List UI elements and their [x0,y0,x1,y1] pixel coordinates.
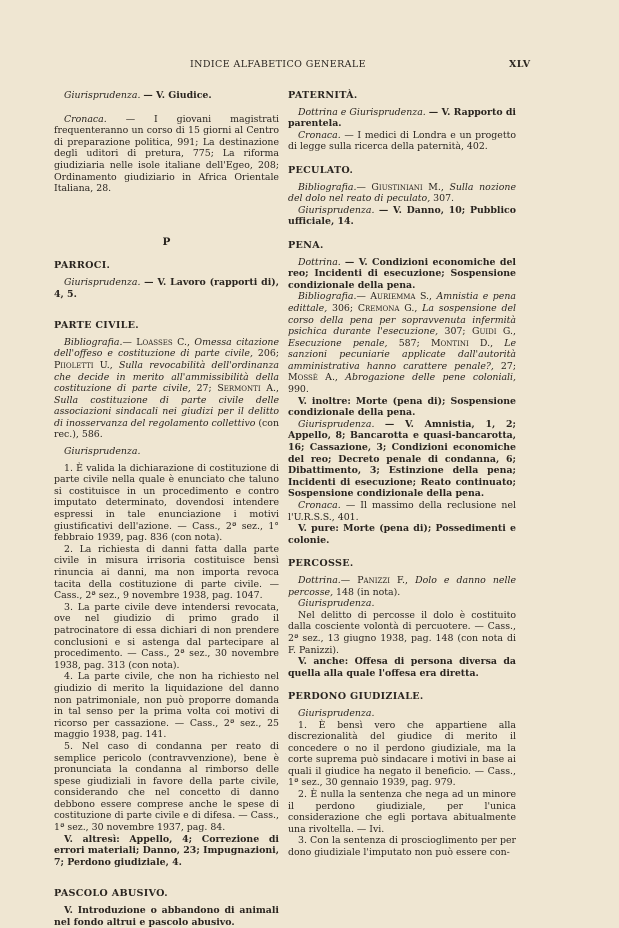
perdono-giur-label: Giurisprudenza. [298,707,375,719]
parte-civile-item: 1. È valida la dichiarazione di costituzione di parte civile nella quale è enunciato che taluno si costituisce in un procedimento e contro imputato determinato, dovendosi intendere espressi in tale enunciazione i motivi giustificativi dell'azione. — Cass., 2ª sez., 1° febbraio 1939, pag. 836 (con nota). [54,462,279,544]
percosse-dottrina: Dottrina.— Panizzi F., Dolo e danno nelle percosse, 148 (in nota). [288,574,516,598]
percosse-giur-text: Nel delitto di percosse il dolo è costituito dalla cosciente volontà di percuotere. — Cass., 2ª sez., 13 giugno 1938, pag. 148 (con nota di F. Panizzi). [288,609,516,656]
left-column [54,90,279,928]
pena-bibliography: Bibliografia.— Auriemma S., Amnistia e pena edittale, 306; Cremona G., La sospensione del corso della pena per sopravvenuta infermità psichica durante l'esecuzione, 307; Guidi G., Esecuzione penale, 587; Montini D., Le sanzioni pecuniarie applicate dall'autorità amministrativa hanno carattere penale?, 27; Mossè A., Abrogazione delle pene coloniali, 990. [288,291,517,396]
heading-pascolo-abusivo: PASCOLO ABUSIVO. [54,888,168,900]
right-column [288,90,516,859]
pena-dottrina: Dottrina. — V. Condizioni economiche del reo; Incidenti di esecuzione; Sospensione condizionale della pena. [288,256,516,291]
section-letter: P [162,235,171,248]
heading-pena: PENA. [288,239,324,251]
peculato-bibliography: Bibliografia.— Giustiniani M., Sulla nozione del dolo nel reato di peculato, 307. [288,181,516,205]
heading-parte-civile: PARTE CIVILE. [54,320,139,332]
parroci-entry: Giurisprudenza. — V. Lavoro (rapporti di), 4, 5. [54,276,279,300]
cronaca-entry: Cronaca. — I giovani magistrati frequenteranno un corso di 15 giorni al Centro di preparazione politica, 991; La destinazione degli uditori di pretura, 775; La riforma giudiziaria nelle isole italiane dell'Egeo, 208; Ordinamento giudiziario in Africa Orientale Italiana, 28. [54,113,280,195]
parte-civile-altresi: V. altresì: Appello, 4; Correzione di errori materiali; Danno, 23; Impugnazioni, 7; Perdono giudiziale, 4. [54,833,279,868]
parte-civile-item: 4. La parte civile, che non ha richiesto nel giudizio di merito la liquidazione del danno non patrimoniale, non può proporre domanda in tal senso per la prima volta coi motivi di ricorso per cassazione. — Cass., 2ª sez., 25 maggio 1938, pag. 141. [54,671,279,741]
parte-civile-item: 2. La richiesta di danni fatta dalla parte civile in misura irrisoria costituisce bensì rinuncia ai danni, ma non importa revoca tacita della costituzione di parte civile. — Cass., 2ª sez., 9 novembre 1938, pag. 1047. [54,543,279,602]
paternita-dottrina: Dottrina e Giurisprudenza. — V. Rapporto di parentela. [288,106,516,130]
running-title: INDICE ALFABETICO GENERALE [190,59,366,70]
parte-civile-item: 5. Nel caso di condanna per reato di semplice pericolo (contravvenzione), bene è pronunciata la condanna al rimborso delle spese giudiziali in favore della parte civile, considerando che nel concetto di danno debbono essere comprese anche le spese di costituzione di parte civile e di difesa. — Cass., 1ª sez., 30 novembre 1937, pag. 84. [54,740,279,834]
heading-parroci: PARROCI. [54,260,111,272]
perdono-item: 1. È bensì vero che appartiene alla discrezionalità del giudice di merito il concedere o no il perdono giudiziale, ma la corte suprema può sindacare i motivi in base ai quali il giudice ha negato il beneficio. — Cass., 1ª sez., 30 gennaio 1939, pag. 979. [288,719,516,789]
parte-civile-giur-label: Giurisprudenza. [64,446,141,458]
heading-peculato: PECULATO. [288,164,354,176]
parte-civile-item: 3. La parte civile deve intendersi revocata, ove nel giudizio di primo grado il patrocinatore di essa dichiari di non prendere conclusioni e si astenga dal partecipare al procedimento. — Cass., 2ª sez., 30 novembre 1938, pag. 313 (con nota). [54,601,279,671]
heading-paternita: PATERNITÀ. [288,90,358,101]
heading-percosse: PERCOSSE. [288,558,354,570]
pena-pure: V. pure: Morte (pena di); Possedimenti e colonie. [288,523,516,546]
pascolo-entry: V. Introduzione o abbandono di animali nel fondo altrui e pascolo abusivo. [54,905,279,928]
pena-giur: Giurisprudenza. — V. Amnistia, 1, 2; Appello, 8; Bancarotta e quasi-bancarotta, 16; Cassazione, 3; Condizioni economiche del reo; Decreto penale di condanna, 6; Dibattimento, 3; Estinzione della pena; Incidenti di esecuzione; Reato continuato; Sospensione condizionale della pena. [288,418,516,500]
percosse-giur-label: Giurisprudenza. [298,598,375,610]
peculato-giur: Giurisprudenza. — V. Danno, 10; Pubblico ufficiale, 14. [288,204,517,228]
giudice-entry: Giurisprudenza. — V. Giudice. [64,90,212,101]
heading-perdono-giudiziale: PERDONO GIUDIZIALE. [288,691,424,703]
perdono-item: 3. Con la sentenza di proscioglimento per per dono giudiziale l'imputato non può essere con- [288,835,516,859]
running-header [0,59,619,73]
pena-inoltre: V. inoltre: Morte (pena di); Sospensione condizionale della pena. [288,395,516,419]
pena-cronaca: Cronaca. — Il massimo della reclusione nel l'U.R.S.S., 401. [288,500,516,523]
parte-civile-bibliography: Bibliografia.— Loasses C., Omessa citazione dell'offeso e costituzione di parte civile, 206; Piioletti U., Sulla revocabilità dell'ordinanza che decide in merito all'ammissibilità della costituzione di parte civile, 27; Sermonti A., Sulla costituzione di parte civile delle associazioni sindacali nei giudizi per il delitto di inosservanza del regolamento collettivo (con rec.), 586. [54,336,279,441]
page-number: XLV [509,59,531,70]
paternita-cronaca: Cronaca. — I medici di Londra e un progetto di legge sulla ricerca della paternità, 402. [288,129,516,153]
percosse-anche: V. anche: Offesa di persona diversa da quella alla quale l'offesa era diretta. [288,656,516,679]
perdono-item: 2. È nulla la sentenza che nega ad un minore il perdono giudiziale, per l'unica considerazione che egli portava abitualmente una rivoltella. — Ivi. [288,789,516,835]
